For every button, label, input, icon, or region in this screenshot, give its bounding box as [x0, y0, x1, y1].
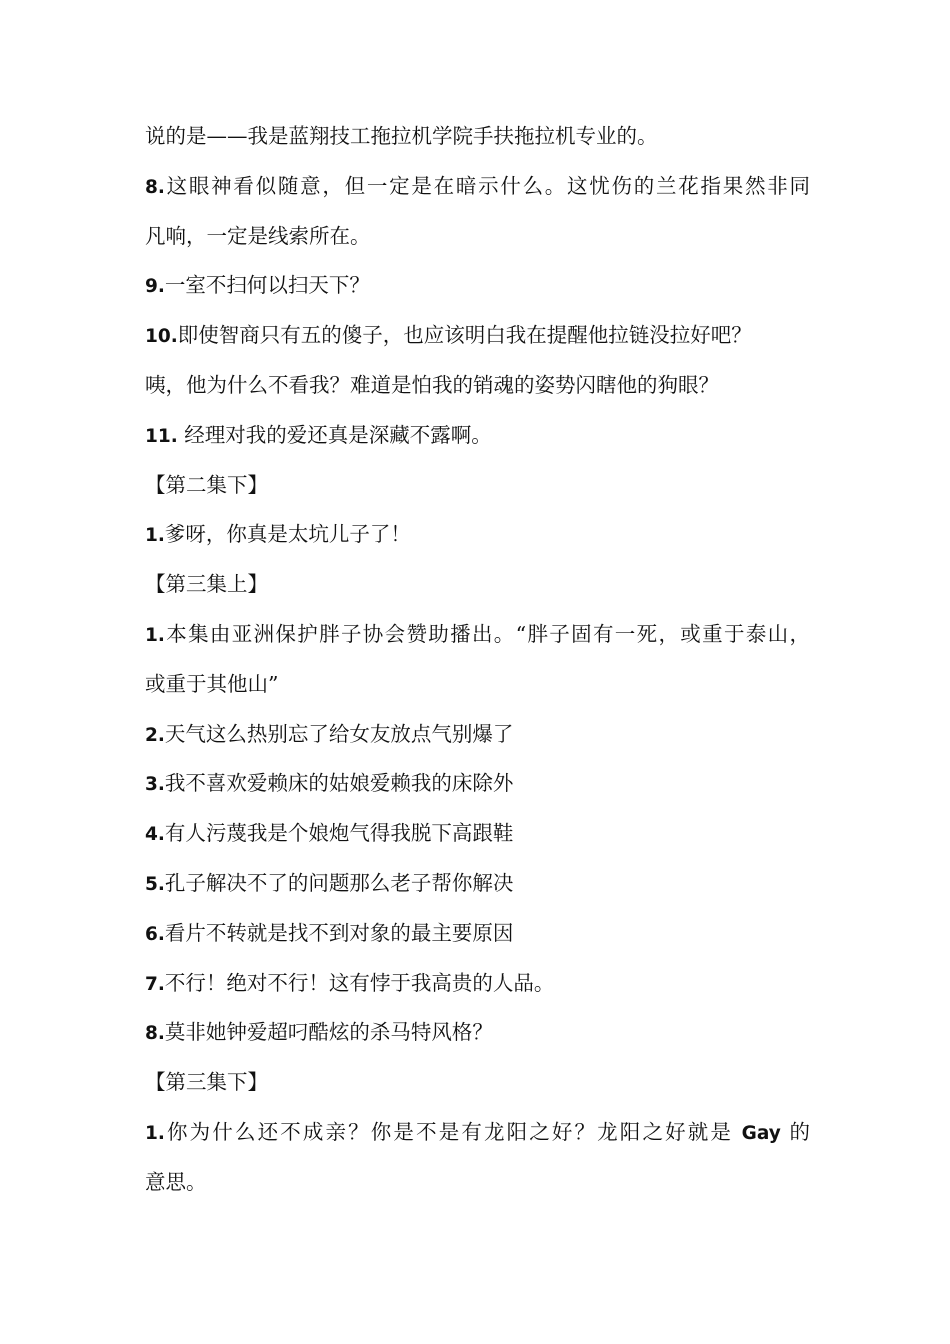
list-item-6 — [145, 909, 810, 959]
heading-text: 【第三集上】 — [145, 572, 268, 597]
line-text: 说的是——我是蓝翔技工拖拉机学院手扶拖拉机专业的。 — [145, 124, 658, 148]
item-number: 8. — [145, 1023, 165, 1045]
line-text: 孔子解决不了的问题那么老子帮你解决 — [164, 870, 514, 895]
section-heading — [145, 560, 810, 610]
item-number: 9. — [145, 276, 165, 298]
text-line-continuation — [145, 212, 810, 262]
item-number: 7. — [145, 973, 165, 995]
item-number: 3. — [145, 774, 165, 796]
line-text: 经理对我的爱还真是深藏不露啊。 — [177, 422, 492, 447]
line-text: 爹呀，你真是太坑儿子了！ — [164, 522, 411, 547]
document-body — [145, 112, 810, 1208]
item-number: 8. — [145, 176, 165, 198]
item-number: 11. — [145, 425, 178, 447]
line-text: 不行！绝对不行！这有悖于我高贵的人品。 — [164, 970, 555, 995]
line-text: 这眼神看似随意，但一定是在暗示什么。这忧伤的兰花指果然非同 — [164, 173, 810, 198]
line-text: 或重于其他山” — [145, 671, 279, 696]
list-item-5 — [145, 859, 810, 909]
line-text: 我不喜欢爱赖床的姑娘爱赖我的床除外 — [164, 771, 514, 796]
item-number: 1. — [145, 1122, 165, 1144]
list-item-3 — [145, 759, 810, 809]
list-item-1 — [145, 1108, 810, 1158]
line-text: 你为什么还不成亲？你是不是有龙阳之好？龙阳之好就是 — [164, 1119, 742, 1144]
text-line-continuation — [145, 361, 810, 411]
section-heading — [145, 1058, 810, 1108]
list-item-9 — [145, 261, 810, 311]
line-text: 咦，他为什么不看我？难道是怕我的销魂的姿势闪瞎他的狗眼？ — [145, 372, 719, 397]
line-text-tail: 的 — [780, 1119, 810, 1144]
item-number: 4. — [145, 824, 165, 846]
text-line-continuation — [145, 660, 810, 710]
line-text: 有人污蔑我是个娘炮气得我脱下高跟鞋 — [164, 821, 514, 846]
list-item-1 — [145, 610, 810, 660]
line-text: 即使智商只有五的傻子，也应该明白我在提醒他拉链没拉好吧？ — [177, 323, 752, 348]
line-text: 凡响，一定是线索所在。 — [145, 223, 371, 248]
line-text: 一室不扫何以扫天下？ — [164, 273, 370, 298]
line-text: 本集由亚洲保护胖子协会赞助播出。“胖子固有一死，或重于泰山， — [164, 621, 810, 646]
item-number: 10. — [145, 326, 178, 348]
item-number: 1. — [145, 624, 165, 646]
item-number: 1. — [145, 525, 165, 547]
item-number: 6. — [145, 923, 165, 945]
item-number: 5. — [145, 873, 165, 895]
text-line-1 — [145, 112, 810, 162]
list-item-11 — [145, 411, 810, 461]
heading-text: 【第二集下】 — [145, 472, 268, 497]
list-item-10 — [145, 311, 810, 361]
line-text: 天气这么热别忘了给女友放点气别爆了 — [164, 721, 514, 746]
line-text: 意思。 — [145, 1169, 207, 1194]
list-item-1 — [145, 510, 810, 560]
section-heading — [145, 461, 810, 511]
line-text: 莫非她钟爱超叼酷炫的杀马特风格？ — [164, 1020, 493, 1045]
list-item-8 — [145, 1008, 810, 1058]
text-line-continuation — [145, 1158, 810, 1208]
item-number: 2. — [145, 724, 165, 746]
list-item-2 — [145, 710, 810, 760]
latin-word: Gay — [741, 1122, 781, 1144]
list-item-7 — [145, 959, 810, 1009]
line-text: 看片不转就是找不到对象的最主要原因 — [164, 920, 514, 945]
heading-text: 【第三集下】 — [145, 1070, 268, 1095]
list-item-8 — [145, 162, 810, 212]
list-item-4 — [145, 809, 810, 859]
